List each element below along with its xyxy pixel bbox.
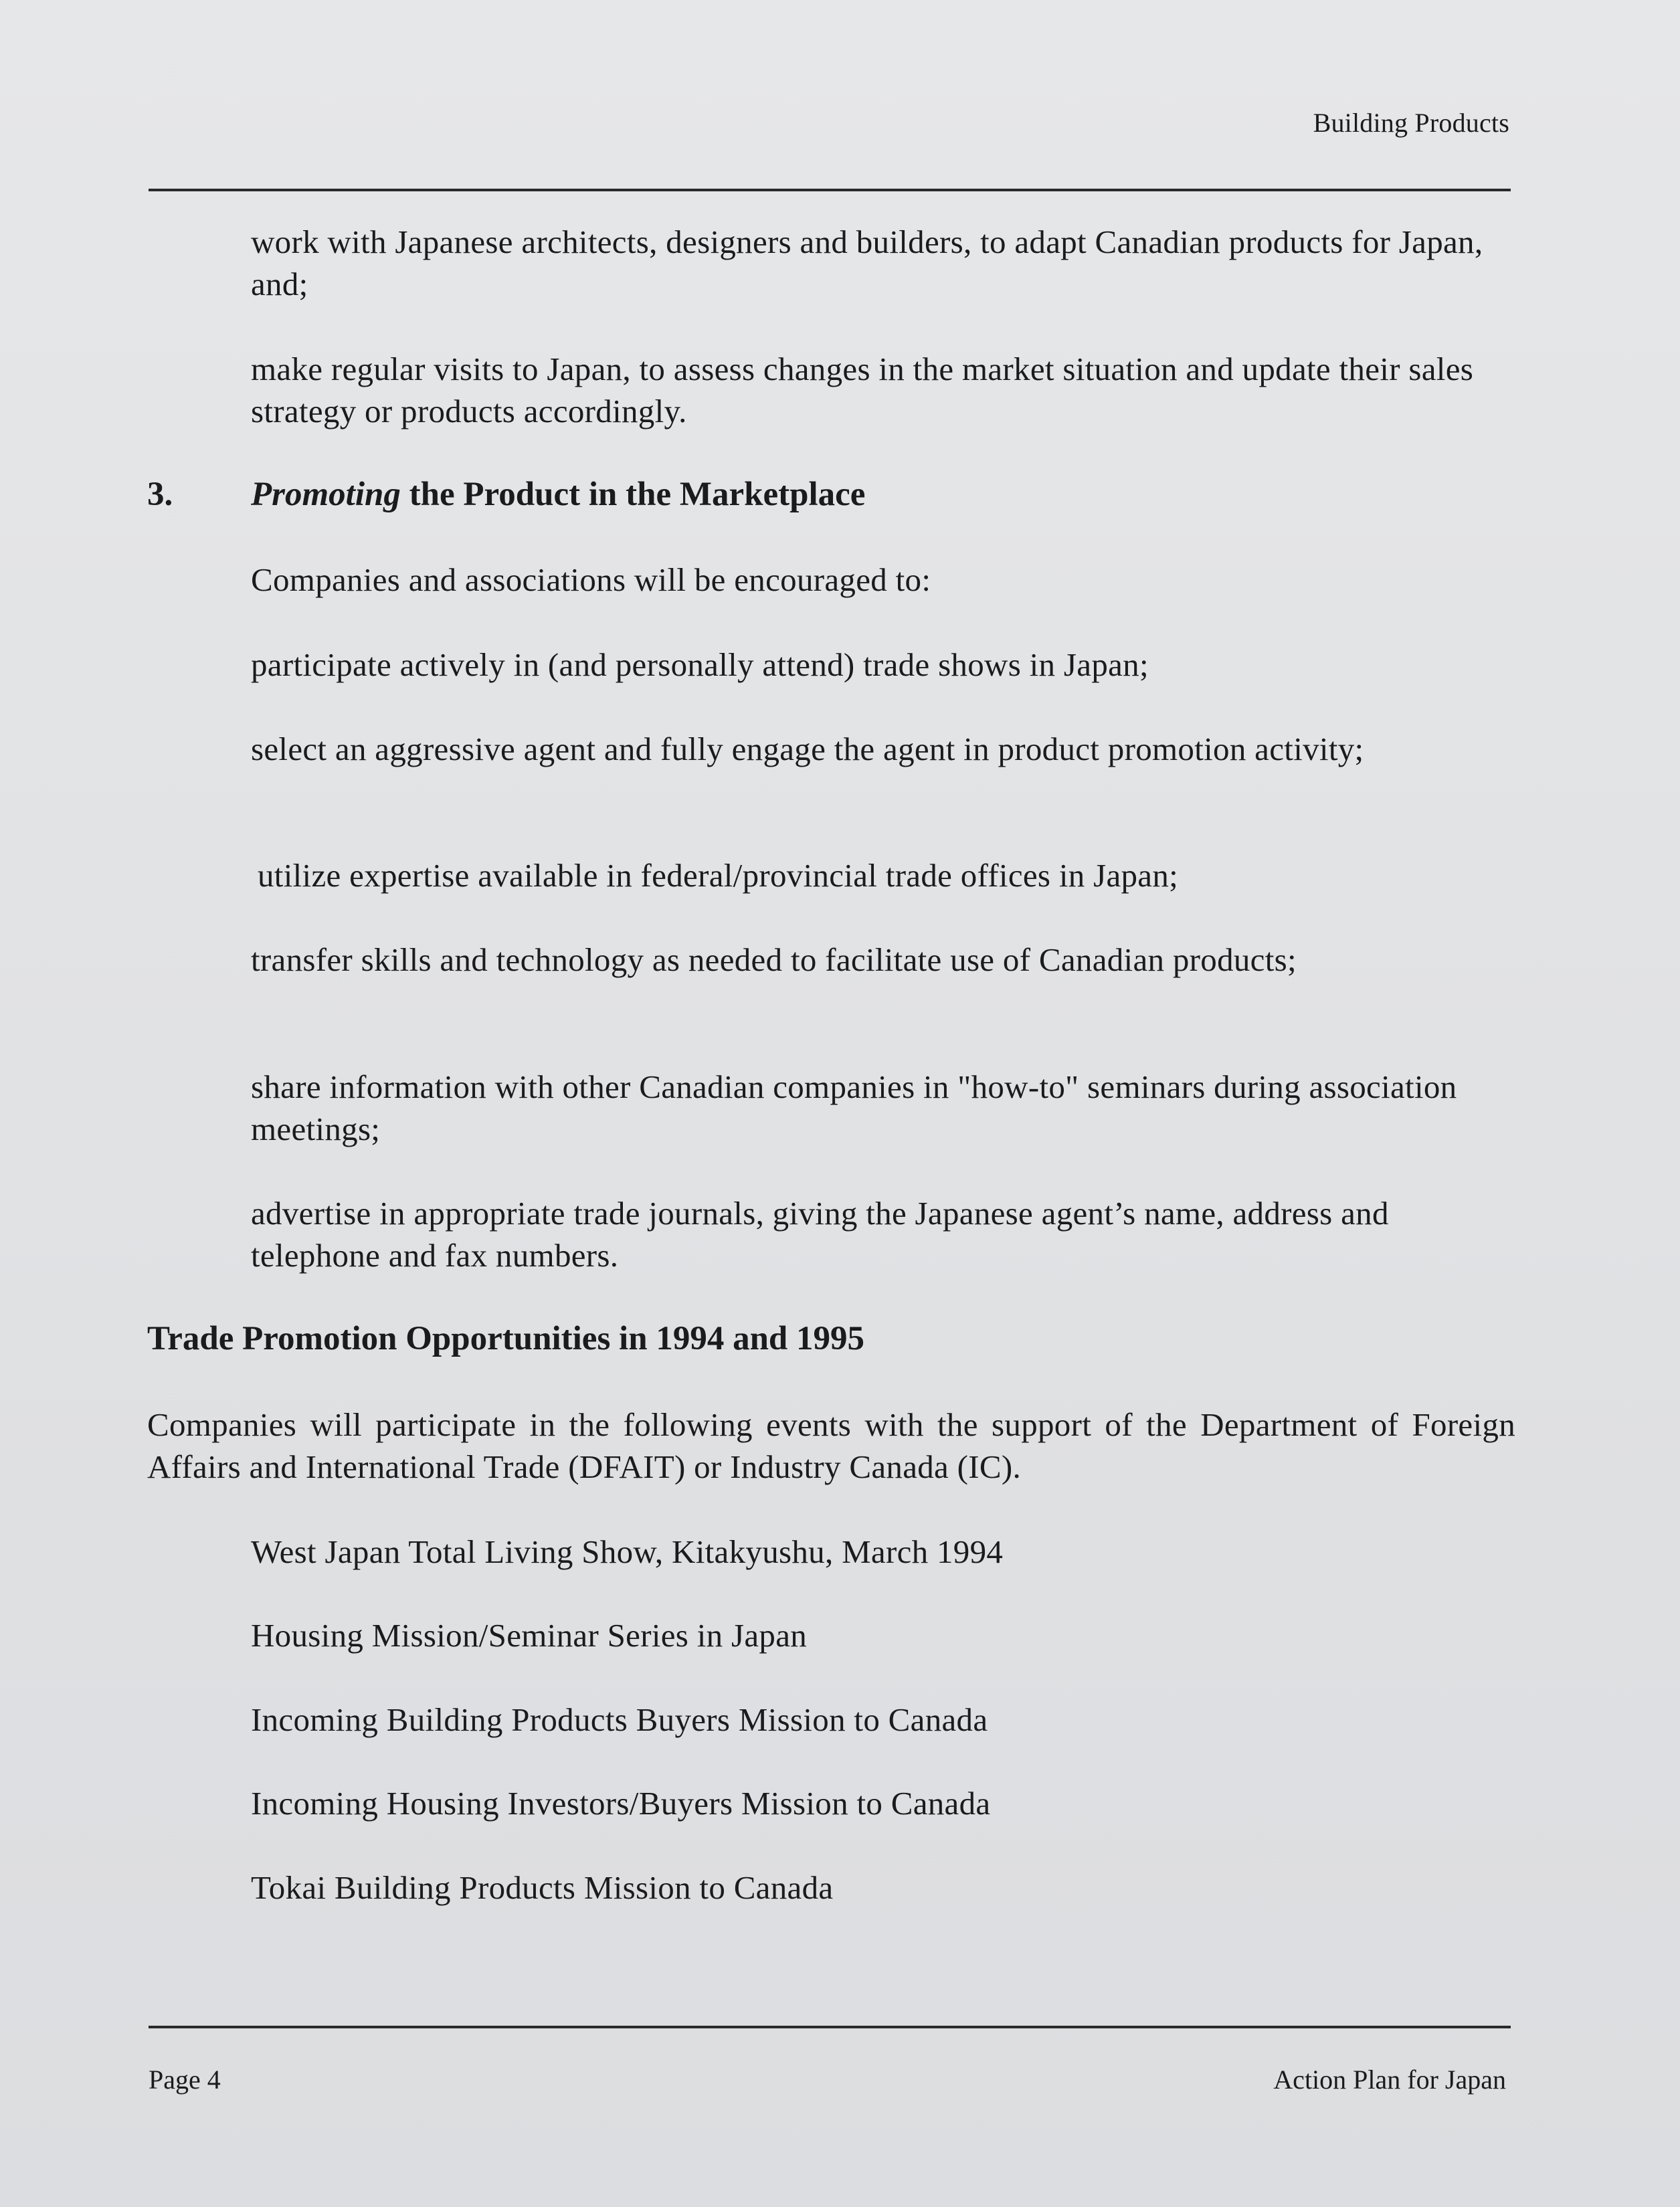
trade-promotion-intro: Companies will participate in the following events with the support of the Department of Foreign Affairs and International Trade (DFAIT) or Industry Canada (IC). <box>147 1406 1515 1485</box>
list-item: advertise in appropriate trade journals, giving the Japanese agent’s name, address and telephone and fax numbers. <box>251 1195 1389 1274</box>
list-item: make regular visits to Japan, to assess changes in the market situation and update their sales strategy or products accordingly. <box>251 351 1474 429</box>
list-item: utilize expertise available in federal/provincial trade offices in Japan; <box>258 857 1179 894</box>
list-item: work with Japanese architects, designers and builders, to adapt Canadian products for Japan, and; <box>251 223 1483 302</box>
event-item: West Japan Total Living Show, Kitakyushu, March 1994 <box>251 1533 1004 1570</box>
list-item: participate actively in (and personally attend) trade shows in Japan; <box>251 646 1149 683</box>
trade-promotion-heading: Trade Promotion Opportunities in 1994 and 1995 <box>147 1320 865 1357</box>
event-item: Incoming Housing Investors/Buyers Mission to Canada <box>251 1785 991 1822</box>
document-title: Action Plan for Japan <box>1273 2065 1506 2095</box>
header-rule <box>149 189 1511 191</box>
list-item: transfer skills and technology as needed to facilitate use of Canadian products; <box>251 941 1297 978</box>
list-item: share information with other Canadian companies in "how-to" seminars during association meetings; <box>251 1068 1457 1147</box>
list-item: select an aggressive agent and fully engage the agent in product promotion activity; <box>251 731 1364 767</box>
event-item: Incoming Building Products Buyers Mission to Canada <box>251 1701 988 1738</box>
section-heading-emphasis: Promoting <box>251 476 401 513</box>
page-number: Page 4 <box>149 2065 221 2095</box>
event-item: Housing Mission/Seminar Series in Japan <box>251 1617 808 1654</box>
running-head: Building Products <box>1313 108 1509 138</box>
event-item: Tokai Building Products Mission to Canada <box>251 1869 834 1906</box>
section-heading-text: the Product in the Marketplace <box>400 476 866 513</box>
section-heading <box>147 475 865 514</box>
section-number: 3. <box>147 476 173 513</box>
section-intro: Companies and associations will be encouraged to: <box>251 561 931 598</box>
footer-rule <box>149 2026 1511 2028</box>
